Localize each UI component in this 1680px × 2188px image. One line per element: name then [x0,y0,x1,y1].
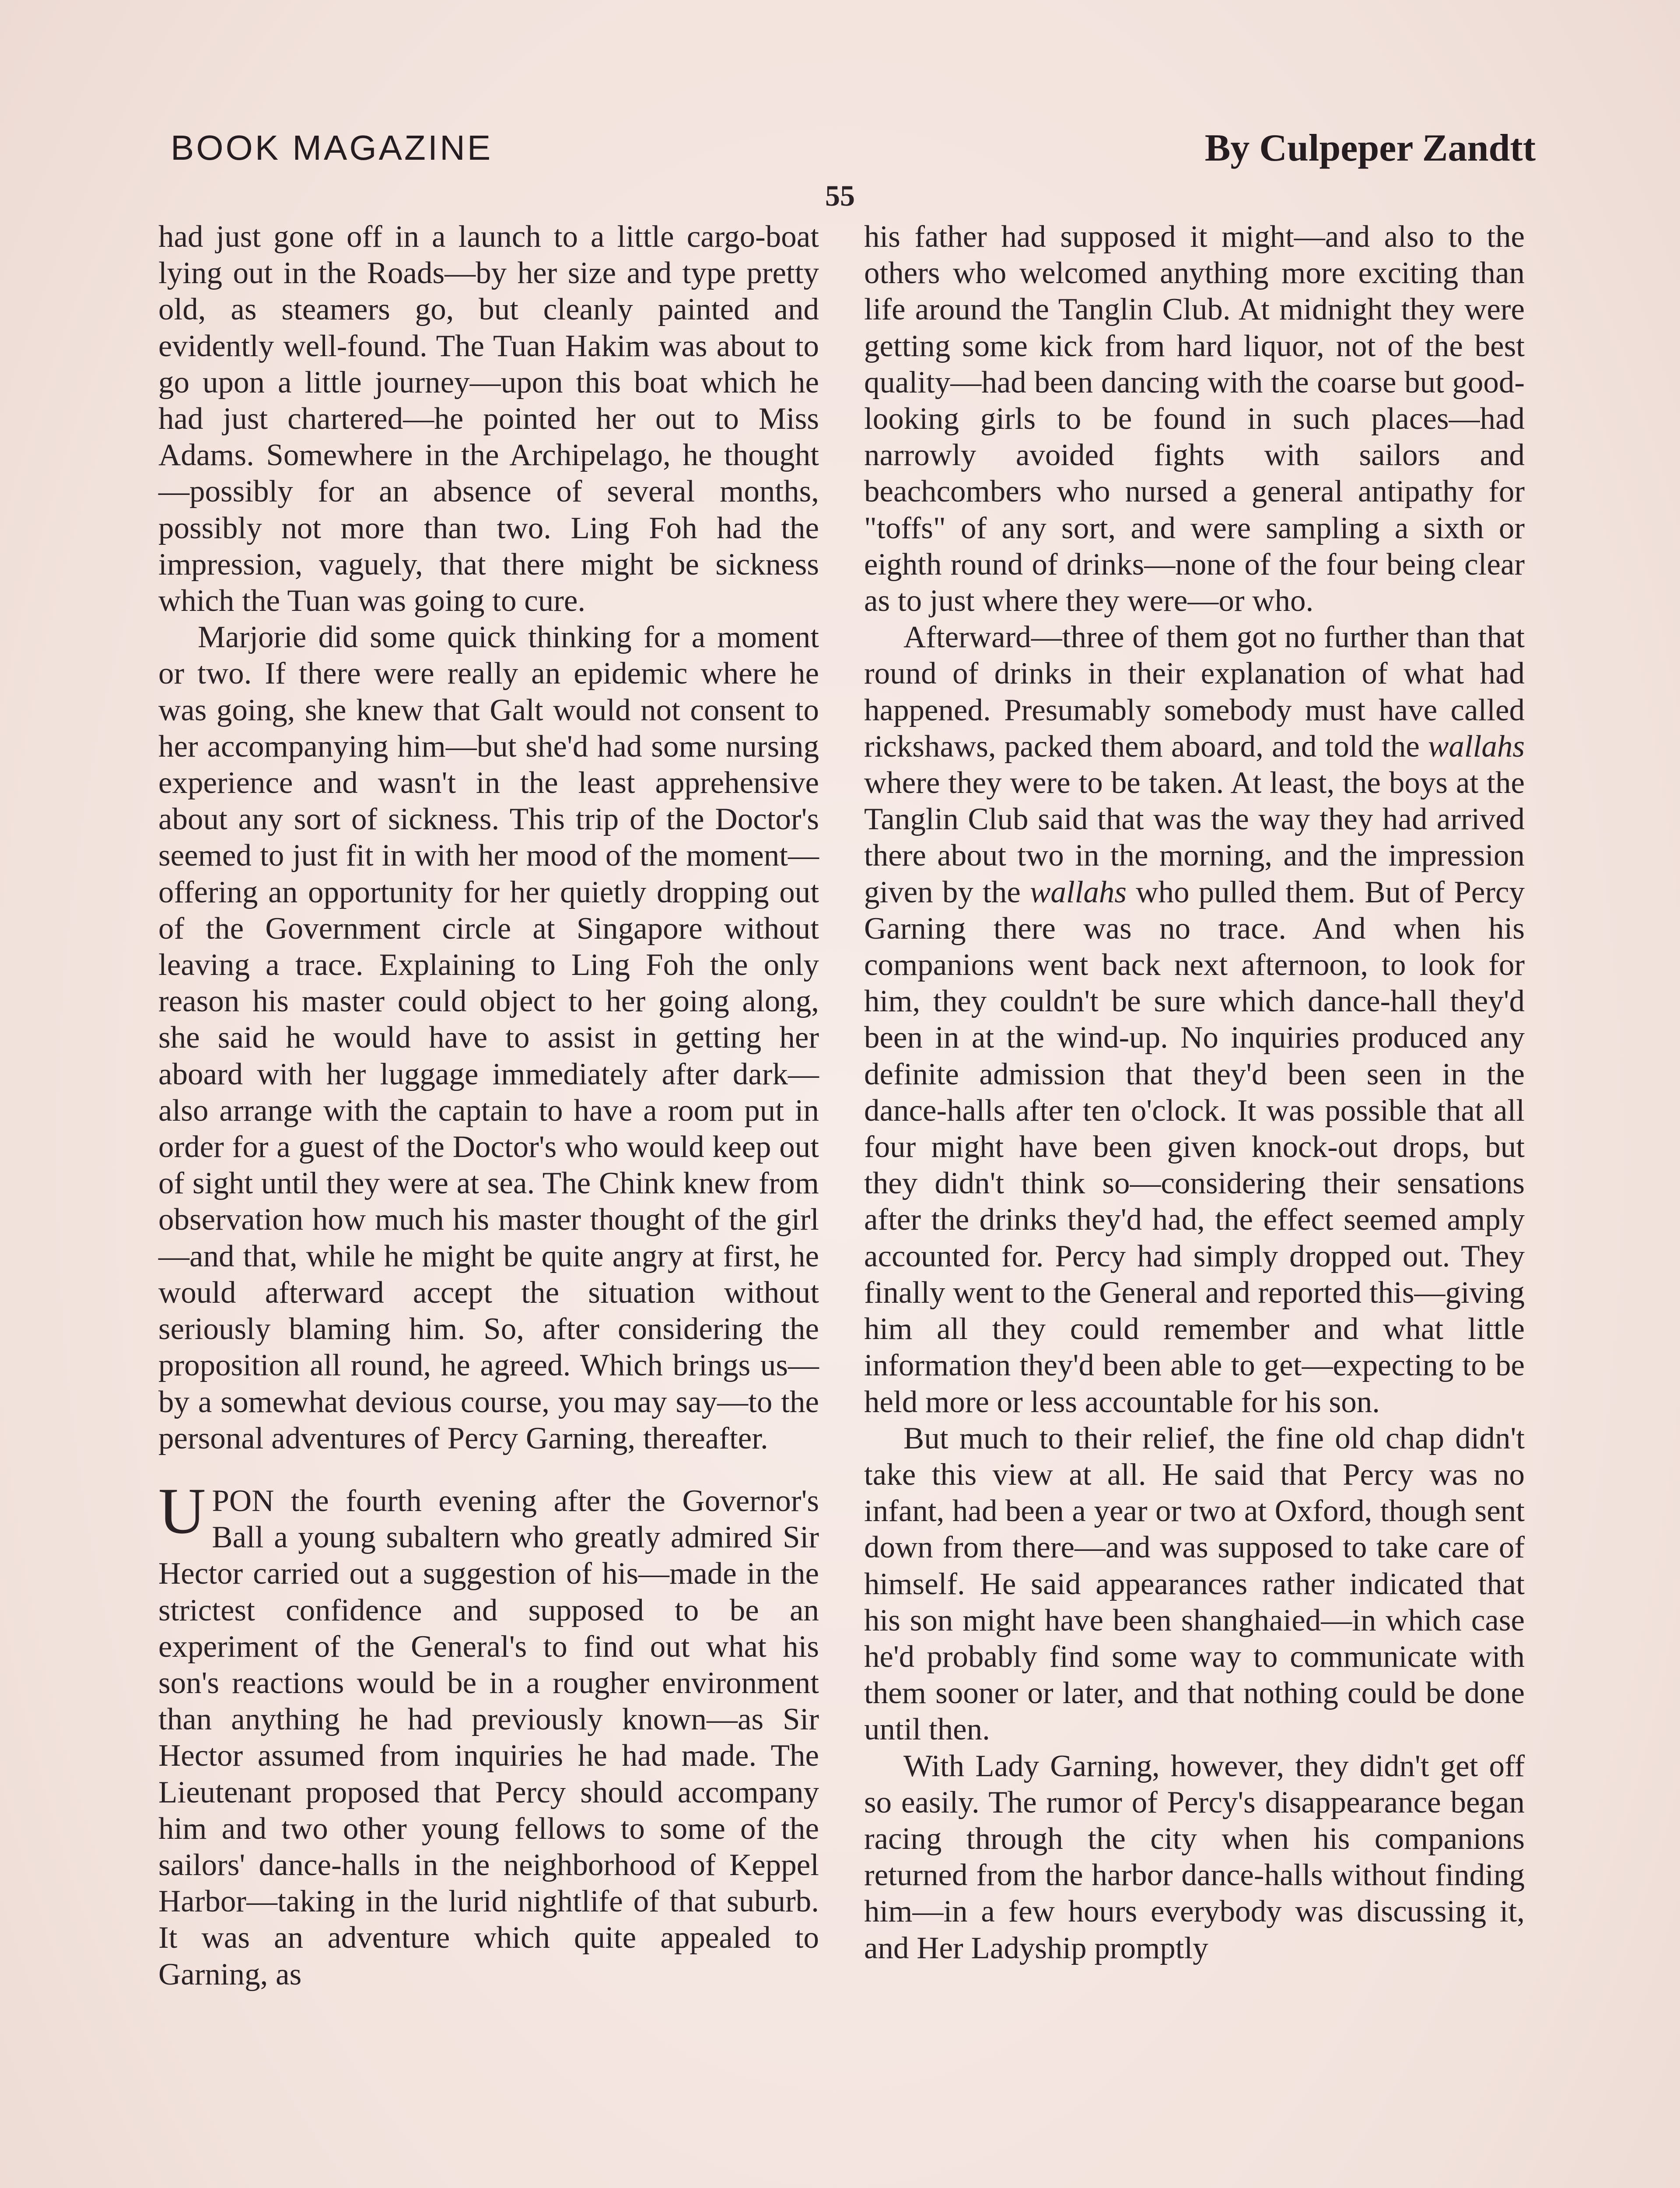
paragraph [864,619,1525,1420]
paragraph: With Lady Garning, however, they didn't get off so easily. The rumor of Percy's disappearance began racing through the city when his companions returned from the harbor dance-halls without finding him—in a few hours everybody was discussing it, and Her Ladyship promptly [864,1749,1525,1965]
drop-cap: U [158,1474,206,1547]
author-byline: By Culpeper Zandtt [1204,127,1536,169]
paragraph: his father had supposed it might—and also to the others who welcomed anything more exciting than life around the Tanglin Club. At midnight they were getting some kick from hard liquor, not of the best quality—had been dancing with the coarse but good-looking girls to be found in such places—had narrowly avoided fights with sailors and beachcombers who nursed a general antipathy for "toffs" of any sort, and were sampling a sixth or eighth round of drinks—none of the four being clear as to just where they were—or who. [864,220,1525,618]
paragraph: But much to their relief, the fine old chap didn't take this view at all. He said that Percy was no infant, had been a year or two at Oxford, though sent down from there—and was supposed to take care of himself. He said appearances rather indicated that his son might have been shanghaied—in which case he'd probably find some way to communicate with them sooner or later, and that nothing could be done until then. [864,1421,1525,1747]
running-head [171,128,1536,176]
left-column [158,219,819,1993]
right-column [864,219,1525,1967]
paragraph-with-dropcap [158,1474,819,1993]
italic-word: wallahs [1030,875,1127,909]
magazine-title: BOOK MAGAZINE [171,128,493,167]
paragraph-text: who pulled them. But of Percy Garning there was no trace. And when his companions went back next afternoon, to look for him, they couldn't be sure which dance-hall they'd been in at the wind-up. No inquiries produced any definite admission that they'd been seen in the dance-halls after ten o'clock. It was possible that all four might have been given knock-out drops, but they didn't think so—considering their sensations after the drinks they'd had, the effect seemed amply accounted for. Percy had simply dropped out. They finally went to the General and reported this—giving him all they could remember and what little information they'd been able to get—expecting to be held more or less accountable for his son. [864,875,1525,1419]
paragraph-text: PON the fourth evening after the Governor's Ball a young subaltern who greatly admired Sir Hector carried out a suggestion of his—made in the strictest confidence and supposed to be an experiment of the General's to find out what his son's reactions would be in a rougher environment than anything he had previously known—as Sir Hector assumed from inquiries he had made. The Lieutenant proposed that Percy should accompany him and two other young fellows to some of the sailors' dance-halls in the neighborhood of Keppel Harbor—taking in the lurid nightlife of that suburb. It was an adventure which quite appealed to Garning, as [158,1483,819,1992]
page-number: 55 [825,179,855,212]
paragraph: Marjorie did some quick thinking for a moment or two. If there were really an epidemic where he was going, she knew that Galt would not consent to her accompanying him—but she'd had some nursing experience and wasn't in the least apprehensive about any sort of sickness. This trip of the Doctor's seemed to just fit in with her mood of the moment—offering an opportunity for her quietly dropping out of the Government circle at Singapore without leaving a trace. Explaining to Ling Foh the only reason his master could object to her going along, she said he would have to assist in getting her aboard with her luggage immediately after dark—also arrange with the captain to have a room put in order for a guest of the Doctor's who would keep out of sight until they were at sea. The Chink knew from observation how much his master thought of the girl—and that, while he might be quite angry at first, he would afterward accept the situation without seriously blaming him. So, after considering the proposition all round, he agreed. Which brings us—by a somewhat devious course, you may say—to the personal adventures of Percy Garning, thereafter. [158,620,819,1455]
paragraph-text: Afterward—three of them got no further than that round of drinks in their explanation of what had happened. Presumably somebody must have called rickshaws, packed them aboard, and told the [864,620,1525,764]
paragraph: had just gone off in a launch to a little cargo-boat lying out in the Roads—by her size and type pretty old, as steamers go, but cleanly painted and evidently well-found. The Tuan Hakim was about to go upon a little journey—upon this boat which he had just chartered—he pointed her out to Miss Adams. Somewhere in the Archipelago, he thought—possibly for an absence of several months, possibly not more than two. Ling Foh had the impression, vaguely, that there might be sickness which the Tuan was going to cure. [158,220,819,618]
paragraph-text: where they were to be taken. At least, the boys at the Tanglin Club said that was the way they had arrived there about two in the morning, and the impression given by the [864,766,1525,909]
italic-word: wallahs [1428,729,1525,764]
